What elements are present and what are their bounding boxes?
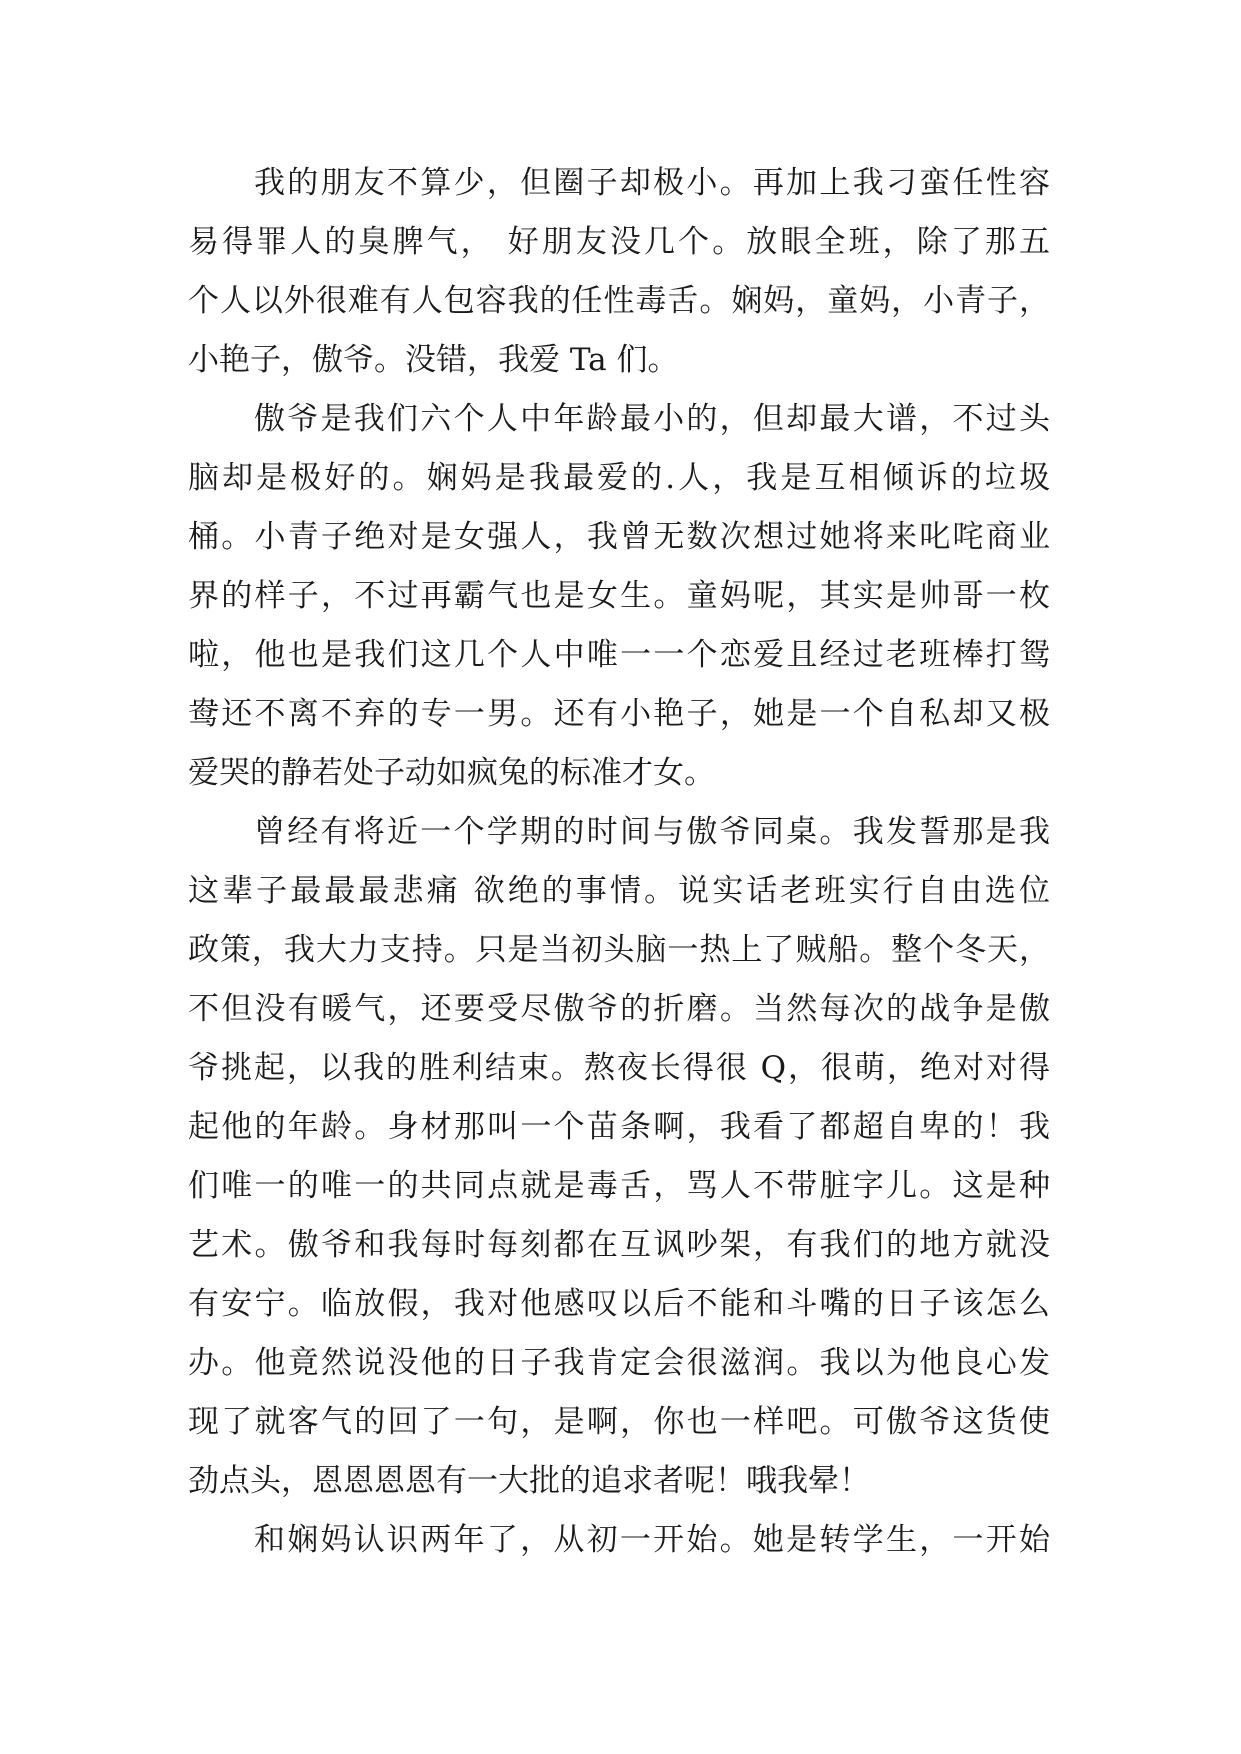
paragraph — [188, 1511, 1050, 1570]
document-body — [188, 154, 1050, 1570]
text-line: 我的朋友不算少，但圈子却极小。再加上我刁蛮任性容 — [254, 165, 1050, 201]
text-line: 曾经有将近一个学期的时间与傲爷同桌。我发誓那是我 — [254, 814, 1050, 850]
text-line: 不但没有暖气，还要受尽傲爷的折磨。当然每次的战争是傲 — [188, 991, 1050, 1027]
text-line: 这辈子最最最悲痛 欲绝的事情。说实话老班实行自由选位 — [188, 873, 1050, 909]
text-line: 政策，我大力支持。只是当初头脑一热上了贼船。整个冬天， — [188, 932, 1050, 968]
text-line: 易得罪人的臭脾气， 好朋友没几个。放眼全班，除了那五 — [188, 224, 1050, 260]
text-line: 起他的年龄。身材那叫一个苗条啊，我看了都超自卑的！我 — [188, 1109, 1050, 1145]
text-line: 鸯还不离不弃的专一男。还有小艳子，她是一个自私却又极 — [188, 696, 1050, 732]
text-line: 啦，他也是我们这几个人中唯一一个恋爱且经过老班棒打鸳 — [188, 637, 1050, 673]
text-line: 艺术。傲爷和我每时每刻都在互讽吵架，有我们的地方就没 — [188, 1227, 1050, 1263]
text-line: 有安宁。临放假，我对他感叹以后不能和斗嘴的日子该怎么 — [188, 1286, 1050, 1322]
text-line: 脑却是极好的。娴妈是我最爱的.人，我是互相倾诉的垃圾 — [188, 460, 1050, 496]
text-line: 傲爷是我们六个人中年龄最小的，但却最大谱，不过头 — [254, 401, 1050, 437]
text-line: 个人以外很难有人包容我的任性毒舌。娴妈，童妈，小青子， — [188, 283, 1050, 319]
text-line: 小艳子，傲爷。没错，我爱 Ta 们。 — [188, 342, 679, 378]
text-line: 界的样子，不过再霸气也是女生。童妈呢，其实是帅哥一枚 — [188, 578, 1050, 614]
paragraph — [188, 390, 1050, 803]
text-line: 爷挑起，以我的胜利结束。熬夜长得很 Q，很萌，绝对对得 — [188, 1050, 1050, 1086]
text-line: 爱哭的静若处子动如疯兔的标准才女。 — [188, 755, 715, 791]
text-line: 们唯一的唯一的共同点就是毒舌，骂人不带脏字儿。这是种 — [188, 1168, 1050, 1204]
text-line: 劲点头，恩恩恩恩有一大批的追求者呢！哦我晕！ — [188, 1463, 870, 1499]
paragraph — [188, 803, 1050, 1511]
text-line: 和娴妈认识两年了，从初一开始。她是转学生，一开始 — [254, 1522, 1050, 1558]
text-line: 现了就客气的回了一句，是啊，你也一样吧。可傲爷这货使 — [188, 1404, 1050, 1440]
text-line: 办。他竟然说没他的日子我肯定会很滋润。我以为他良心发 — [188, 1345, 1050, 1381]
text-line: 桶。小青子绝对是女强人，我曾无数次想过她将来叱咤商业 — [188, 519, 1050, 555]
paragraph — [188, 154, 1050, 390]
